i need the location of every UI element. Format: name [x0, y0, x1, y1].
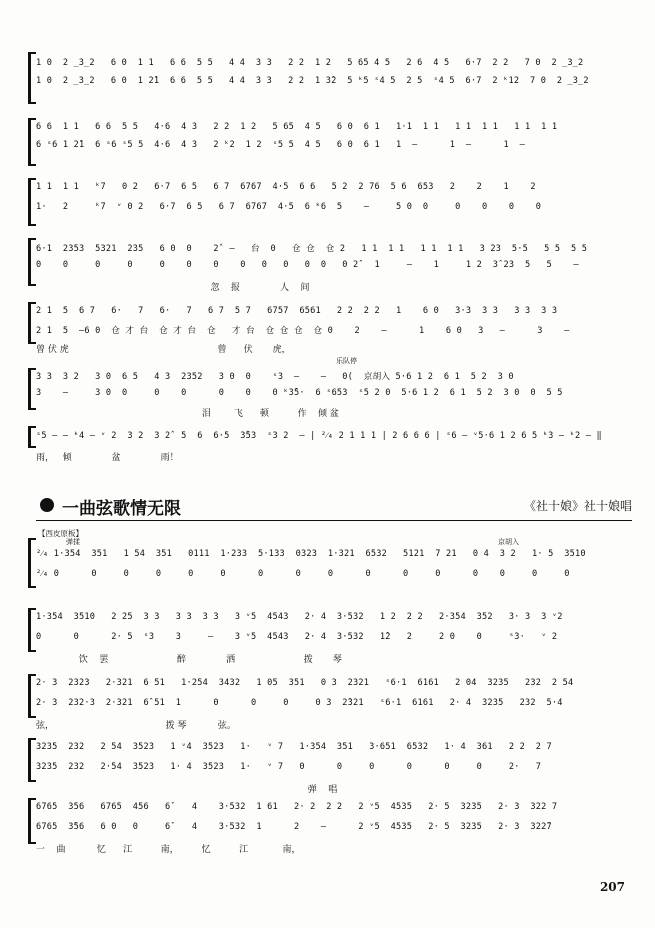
bullet-icon — [40, 498, 54, 512]
song-title: 一曲弦歌情无限 — [62, 499, 181, 519]
system-bracket — [28, 798, 36, 844]
song-header — [36, 494, 632, 518]
notation-row: 3 ‒ 3 0 0 0 0 0 0 0 ᵏ3̂5· 6 ˢ653 ˢ5 2 0 5·6 1 2 6 1 5 2 3 0 0 5 5 — [36, 388, 563, 398]
score-system — [36, 368, 632, 424]
lyric-line: 曾 伏 虎 曾 伏 虎， — [36, 345, 291, 355]
system-bracket — [28, 608, 36, 652]
notation-row: 2 1 5 6 7 6· 7 6· 7 6 7 5 7 6757 6561 2 2 2 2 1 6 0 3·3 3 3 3 3 3 3 — [36, 306, 558, 316]
system-bracket — [28, 538, 36, 588]
notation-row: 6765 3̂56 6 0 0 6̌ 4 3·532 1 2 ‒ 2 ᵛ5 4535 2· 5 3235 2· 3 322̂7 — [36, 822, 552, 832]
system-bracket — [28, 52, 36, 104]
notation-row: 0 0 2· 5 ˢ3 3 ‒ 3 ᵛ5 4543 2· 4 3·532 1̂2 2 2 0 0 ˢ3· ᵛ 2 — [36, 632, 558, 642]
notation-row: 1 1 1 1 ᵏ7 0 2 6·7 6 5 6 7 6767 4·5 6 6 5 2 2 76 5 6 653 2 2 1 2 — [36, 182, 536, 192]
tempo-marking: 【西皮原板】 — [38, 529, 83, 538]
notation-row: 3235 232 2·54 3523 1· 4 3523 1· ᵛ 7 0 0 0 0 0 0 2· 7 — [36, 762, 542, 772]
notation-row: 0 0 0 0 0 0 0 0 0 0 0 0 0 2̂ 1 ‒ 1 1 2 3̂ 23 5 5 ‒ — [36, 260, 579, 270]
performance-note: 弹揉 — [66, 538, 80, 546]
score-system — [36, 538, 632, 588]
score-system — [36, 674, 632, 736]
notation-row: 6·1 2353 5321 235 6 0 0 2̂ ‒ 台 0 仓 仓 仓 2 1 1 1 1 1 1 1 1 3 23 5·5 5 5 5 5 — [36, 244, 588, 254]
page-number: 207 — [599, 880, 625, 894]
system-bracket — [28, 178, 36, 226]
divider — [36, 520, 632, 521]
notation-row: 3235 232 2 54 3523 1 ᵛ4 3523 1· ᵛ 7 1·354 351 3·651 6532 1· 4 361 2 2 2 7 — [36, 742, 552, 752]
lyric-line: 忽 报 人 间 — [36, 283, 310, 293]
score-system — [36, 52, 632, 104]
system-bracket — [28, 118, 36, 166]
notation-row: 1·354 3510 2 25 3 3 3 3 3 3 3 ᵛ5 4543 2· 4 3·532 1 2 2 2 2·354 352 3· 3 3 ᵛ2 — [36, 612, 563, 622]
score-system — [36, 608, 632, 670]
notation-row: 3 3 3 2 3 0 6 5 4 3 2352 3 0 0 ˢ3 ‒ ‒ 0( 京胡入 5·6 1 2 6 1 5 2 3 0 — [36, 372, 514, 382]
notation-row: 6 ˢ6 1 2̂1 6 ˢ6 ˢ5 5 4·6 4 3 2 ᵏ2 1 2 ˢ5 5 4 5 6 0 6 1 1 ‒ 1 ‒ 1 ‒ — [36, 140, 526, 150]
song-source: 《社十娘》社十娘唱 — [523, 499, 632, 513]
notation-row: 1 0 2 ̲3̲2 6 0 1 2̂1 6 6 5 5 4 4 3 3 2 2 1 3̂2 5 ᵏ5 ˢ4 5 2 5 ˢ4 5 6·7 2 ᵏ12 7 0 2 ̲3̲2 — [36, 76, 589, 86]
lyric-line: 雨， 倾 盆 雨！ — [36, 453, 179, 463]
system-bracket — [28, 302, 36, 344]
notation-row: 2· 3 232·3 2·321 6̂ 51 1 0 0 0 0 3 2̂321 ˢ6·1 6161 2· 4 3235 232 5·4 — [36, 698, 563, 708]
performance-note: 京胡入 — [498, 538, 519, 546]
score-system — [36, 238, 632, 302]
system-bracket — [28, 738, 36, 782]
notation-row: ²⁄₄ 0 0 0 0 0 0 0 0 0 0 0 0 0 0 0 0 — [36, 569, 570, 579]
lyric-line: 弦， 拨 琴 弦。 — [36, 721, 236, 731]
performance-note: 乐队停 — [336, 357, 357, 365]
system-bracket — [28, 238, 36, 286]
system-bracket — [28, 368, 36, 410]
notation-row: 6 6 1 1 6 6 5 5 4·6 4 3 2 2 1 2 5 65 4 5 6 0 6 1 1·1 1 1 1 1 1 1 1 1 1 1 — [36, 122, 558, 132]
lyric-line: 泪 飞 顿 作 倾 盆 — [36, 409, 339, 419]
notation-row: 1 0 2 ̲3̲2 6 0 1 1 6 6 5 5 4 4 3 3 2 2 1 2 5 65 4 5 2 6 4 5 6·7 2 2 7 0 2 ̲3̲2 — [36, 58, 584, 68]
notation-row: 2· 3 2323 2·321 6 51 1·254 3432 1 05 351 0 3 2321 ˢ6·1 6161 2 04 3235 232 2 54 — [36, 678, 574, 688]
score-system — [36, 118, 632, 166]
system-bracket — [28, 426, 36, 448]
notation-row: 1· 2 ᵏ7 ᵛ 0 2 6·7 6 5 6 7 6767 4·5 6 ᵏ6 5 ‒ 5 0 0 0 0 0 0 — [36, 202, 542, 212]
system-bracket — [28, 674, 36, 718]
notation-row: 6765 356 6765 456 6̌ 4 3·532 1 61 2· 2 2 2 2 ᵛ5 4535 2· 5 3235 2· 3 322 7 — [36, 802, 558, 812]
score-system — [36, 426, 632, 466]
lyric-line: 一 曲 忆 江 南， 忆 江 南， — [36, 845, 301, 855]
score-system — [36, 798, 632, 860]
lyric-line: 饮 罢 醉 洒 拨 琴 — [36, 655, 342, 665]
notation-row: ²⁄₄ 1·354 351 1 54 351 0111 1·233 5·133 0323 1·321 6532 5121 7 21 0 4 3 2 1· 5 3510 — [36, 549, 586, 559]
score-system — [36, 302, 632, 366]
score-system — [36, 738, 632, 800]
notation-row: 2 1 5 ‒6 0 仓 才 台 仓 才 台 仓 才 台 仓 仓 仓 仓 0 2 ‒ 1 6 0 3 ‒ 3 ‒ — [36, 326, 570, 336]
notation-row: ˢ5 ‒ ‒ ᵏ4 ‒ ᵛ 2 3 2 3 2̂ 5 6 6·5 3̂53 ˢ3 2 ‒ | ²⁄₄ 2 1 1 1 | 2 6 6 6 | ˢ6 ‒ ᵛ5·6 1 2 6 5 ᵏ3 ‒ ᵏ2 ‒ ‖ — [36, 431, 602, 441]
score-system — [36, 178, 632, 226]
lyric-line: 弹 唱 — [36, 785, 338, 795]
